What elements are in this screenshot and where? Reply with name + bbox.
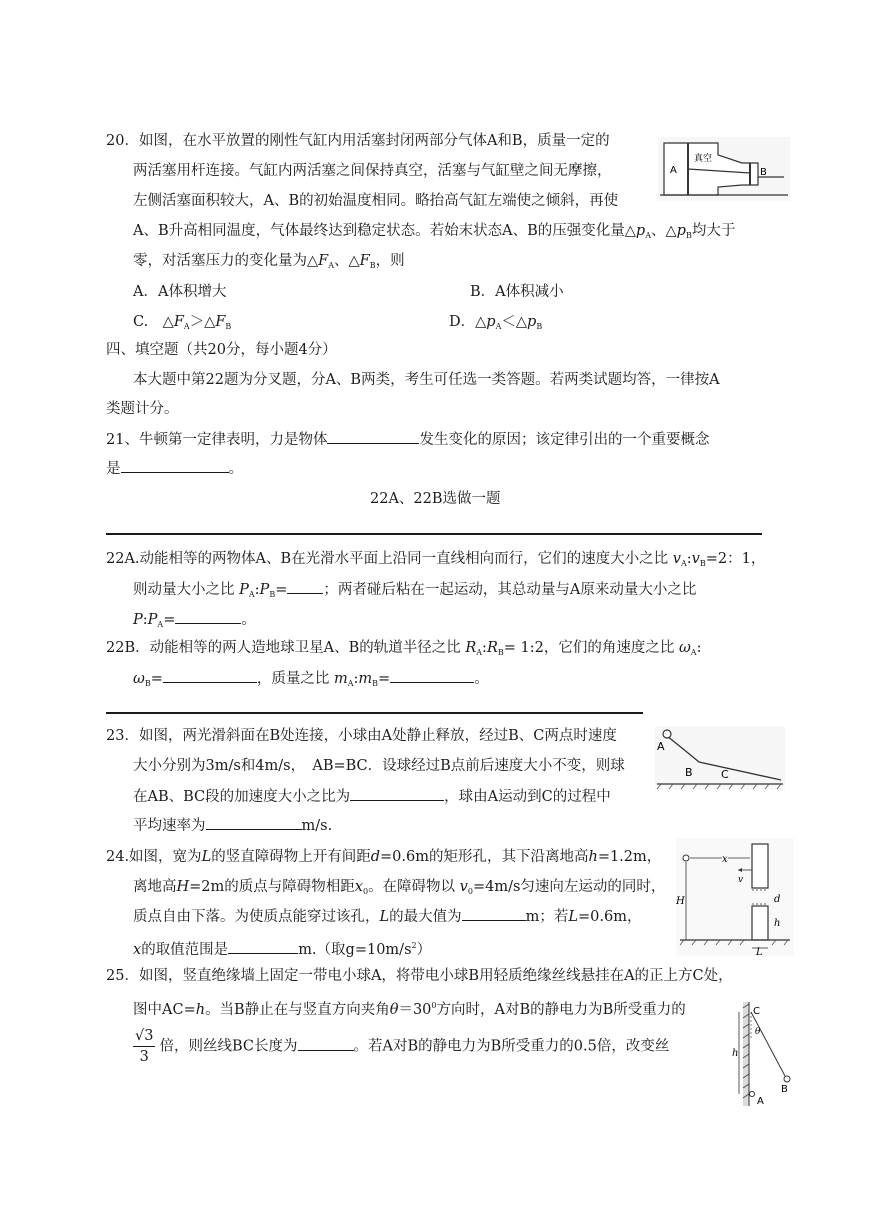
q21-blank-1[interactable]	[327, 429, 419, 444]
divider-top	[106, 533, 762, 535]
q25-fig-label-theta: θ	[755, 1027, 761, 1037]
q25-fig-label-h: h	[732, 1048, 739, 1059]
sqrt3-over-3-fraction: $\frac{√3}{3}$	[135, 1028, 154, 1065]
q23-line4: 平均速率为 m/s.	[133, 815, 332, 836]
q24-fig-label-h: h	[774, 918, 781, 929]
q22b-blank-2[interactable]	[390, 668, 474, 683]
q25-fig-label-c: C	[753, 1006, 760, 1017]
q24-fig-label-L: L	[756, 947, 763, 956]
q21-blank-2[interactable]	[121, 458, 229, 473]
q24-blank-2[interactable]	[228, 939, 298, 954]
divider-bottom	[106, 712, 643, 714]
section-intro-1: 本大题中第22题为分叉题，分A、B两类，考生可任选一类答题。若两类试题均答，一律按A	[133, 372, 720, 388]
q20-line3: 左侧活塞面积较大，A、B的初始温度相同。略抬高气缸左端使之倾斜，再使	[133, 193, 619, 209]
q23-line1: 23．如图，两光滑斜面在B处连接，小球由A处静止释放，经过B、C两点时速度	[106, 728, 617, 744]
q22a-blank-2[interactable]	[175, 609, 241, 624]
q20-fig-label-vacuum: 真空	[694, 154, 713, 164]
q22a-blank-1[interactable]	[287, 579, 323, 594]
choose-one-heading: 22A、22B选做一题	[370, 491, 501, 507]
q20-option-d: D．$\triangle p_A<\triangle p_B$	[449, 314, 543, 331]
q25-line1: 25．如图，竖直绝缘墙上固定一带电小球A，将带电小球B用轻质绝缘丝线悬挂在A的正上方C处，	[106, 968, 733, 984]
q24-line4: x的取值范围是 m.（取$g=10m/s^2$）	[133, 936, 431, 960]
q20-line5: 零，对活塞压力的变化量为$\triangle F_A$、$\triangle F_B$，则	[133, 253, 405, 270]
q21-line1: 21、牛顿第一定律表明，力是物体 发生变化的原因；该定律引出的一个重要概念	[106, 429, 709, 450]
q20-cylinder-figure	[658, 137, 790, 201]
q24-line1: 24.如图，宽为L的竖直障碍物上开有间距d=0.6m的矩形孔，其下沿离地高h=1.2m，	[106, 849, 662, 865]
q22b-blank-1[interactable]	[163, 668, 257, 683]
q25-line2: 图中AC=h。当B静止在与竖直方向夹角$\theta=30^0$方向时，A对B的静电力为B所受重力的	[133, 1001, 686, 1018]
q24-fig-label-x: x	[722, 854, 728, 865]
q24-fig-label-d: d	[774, 894, 781, 905]
q20-line4: A、B升高相同温度，气体最终达到稳定状态。若始末状态A、B的压强变化量$\triangle p_A$、$\triangle p_B$均大于	[133, 223, 736, 240]
q22b-line2: $\omega_B=$ ，质量之比 $m_A:m_B=$ 。	[133, 668, 489, 694]
q24-fig-label-H: H	[676, 896, 685, 907]
q22b-line1: 22B．动能相等的两人造地球卫星A、B的轨道半径之比 $R_A:R_B=$ 1:2，它们的角速度之比 $\omega_A$:	[106, 640, 702, 657]
section-intro-2: 类题计分。	[106, 401, 179, 417]
q25-charged-sphere-figure	[731, 1000, 801, 1110]
q24-obstacle-figure	[676, 838, 794, 956]
q25-fig-label-b: B	[781, 1084, 788, 1095]
q22a-line2: 则动量大小之比 $P_A:P_B=$ ；两者碰后粘在一起运动，其总动量与A原来动量大小之比	[133, 579, 696, 605]
q23-line3: 在AB、BC段的加速度大小之比为 ，球由A运动到C的过程中	[133, 786, 611, 807]
q20-fig-label-b: B	[760, 167, 767, 178]
q21-line2: 是 。	[106, 458, 243, 479]
q24-line3: 质点自由下落。为使质点能穿过该孔，L的最大值为 m；若L=0.6m，	[133, 906, 642, 927]
section-heading: 四、填空题（共20分，每小题4分）	[106, 342, 337, 358]
q23-fig-label-a: A	[657, 740, 665, 753]
q20-option-a: A．A体积增大	[133, 284, 227, 300]
q25-blank-1[interactable]	[298, 1036, 354, 1051]
q23-blank-1[interactable]	[350, 786, 444, 801]
q23-fig-label-b: B	[685, 766, 693, 779]
q23-incline-figure	[655, 726, 785, 790]
q20-option-b: B．A体积减小	[470, 284, 564, 300]
q23-fig-label-c: C	[721, 768, 729, 781]
q25-fig-label-a: A	[757, 1096, 764, 1107]
q24-line2: 离地高H=2m的质点与障碍物相距$x_0$。在障碍物以 $v_0=4m/s$匀速向左运动的同时，	[133, 879, 666, 896]
q20-fig-label-a: A	[670, 165, 677, 176]
q22a-line1: 22A.动能相等的两物体A、B在光滑水平面上沿同一直线相向而行，它们的速度大小之比 $v_A:v_B=2$：1，	[106, 551, 766, 568]
q22a-line3: $P:P_A=$ 。	[133, 609, 256, 635]
q23-line2: 大小分别为3m/s和4m/s， AB=BC．设球经过B点前后速度大小不变，则球	[133, 758, 625, 774]
q24-blank-1[interactable]	[462, 906, 526, 921]
q23-blank-2[interactable]	[206, 815, 302, 830]
q24-fig-label-v0: v	[738, 875, 744, 885]
q20-line1: 20．如图，在水平放置的刚性气缸内用活塞封闭两部分气体A和B，质量一定的	[106, 133, 610, 149]
q25-line3: $\frac{√3}{3}$ 倍，则丝线BC长度为 。若A对B的静电力为B所受重力的0.5倍，改变丝	[135, 1028, 670, 1065]
q20-option-c: C. $\triangle F_A>\triangle F_B$	[133, 314, 232, 331]
q20-line2: 两活塞用杆连接。气缸内两活塞之间保持真空，活塞与气缸壁之间无摩擦，	[133, 163, 612, 179]
